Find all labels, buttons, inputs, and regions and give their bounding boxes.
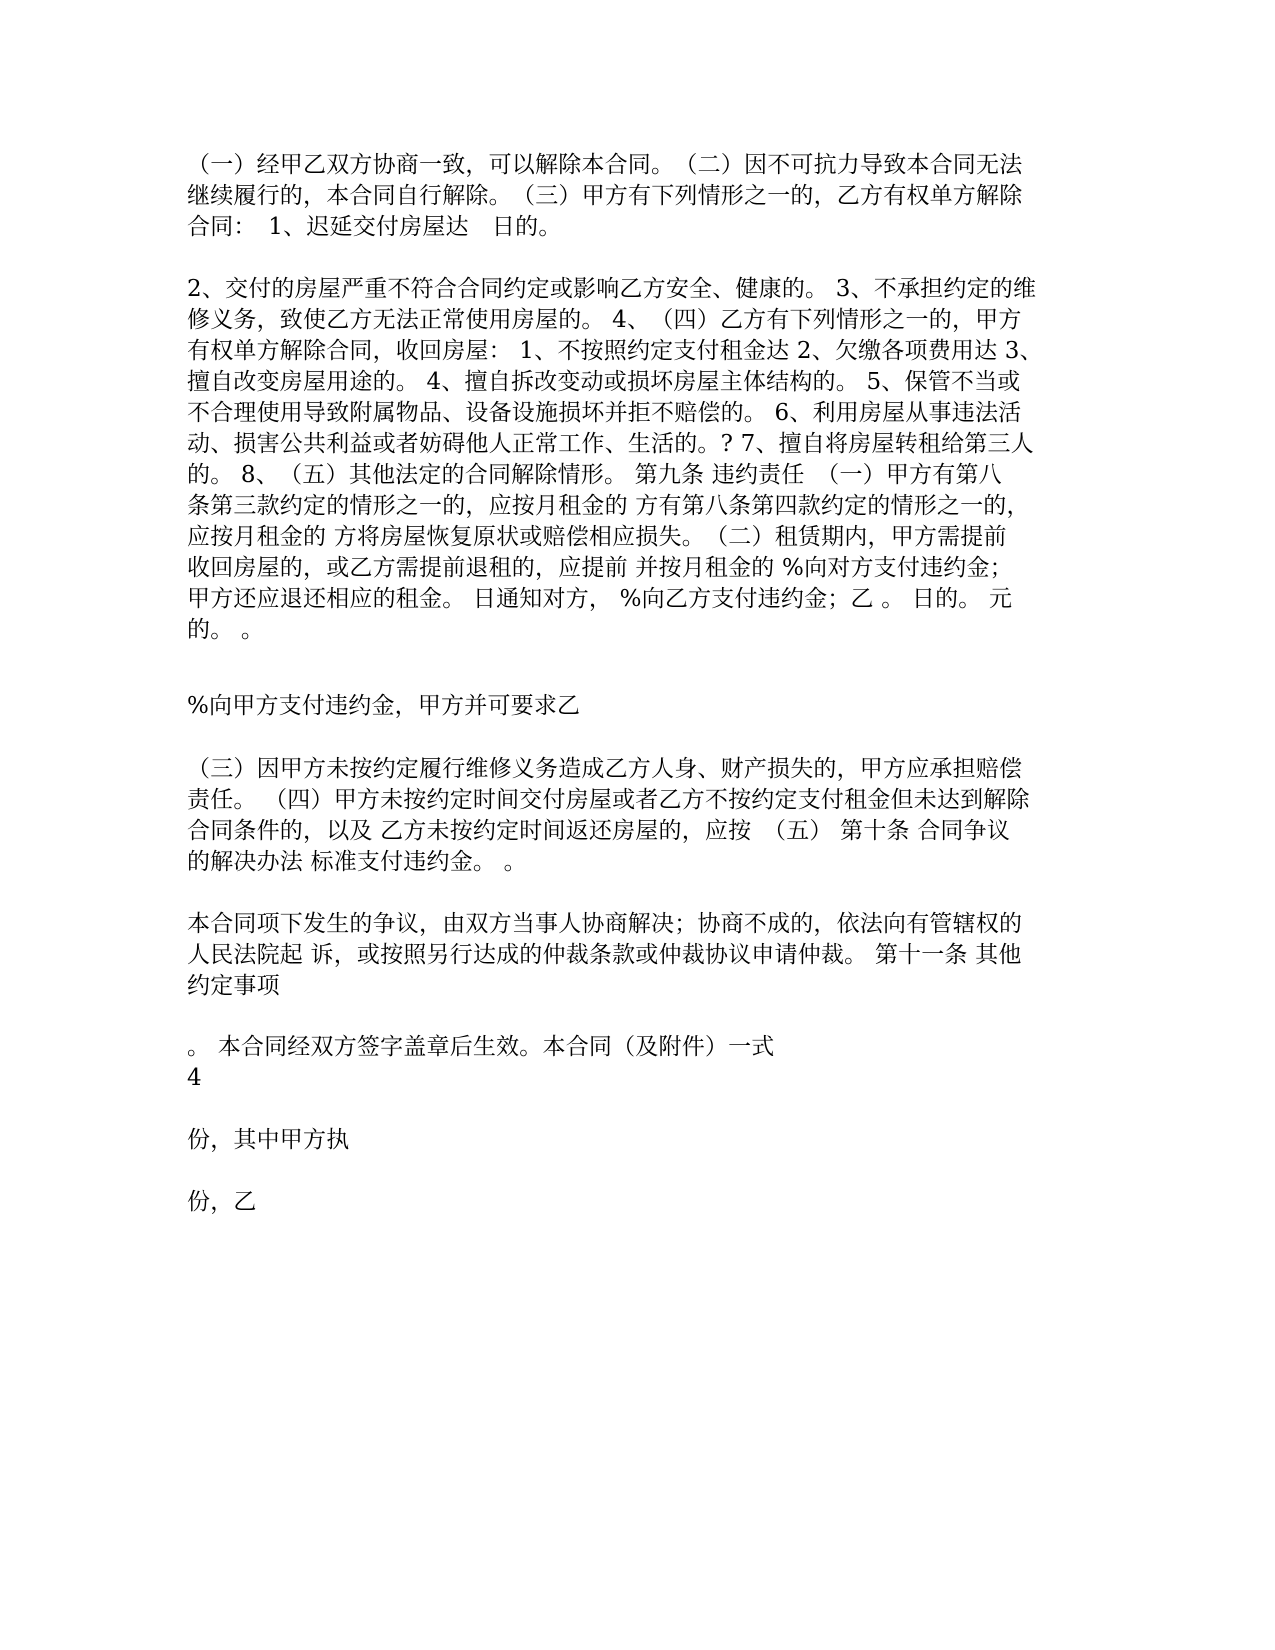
paragraph-effective-clause: 。 本合同经双方签字盖章后生效。本合同（及附件）一式: [187, 1034, 775, 1060]
paragraph-dispute-resolution: 本合同项下发生的争议，由双方当事人协商解决；协商不成的，依法向有管辖权的 人民法院起 诉，或按照另行达成的仲裁条款或仲裁协议申请仲裁。 第十一条 其他 约定事项: [187, 911, 1023, 999]
paragraph-termination-conditions: （一）经甲乙双方协商一致，可以解除本合同。 （二）因不可抗力导致本合同无法 继续履行的，本合同自行解除。 （三）甲方有下列情形之一的，乙方有权单方解除 合同： 1、迟延交付房屋达 日的。: [187, 152, 1023, 240]
paragraph-penalty-fragment: %向甲方支付违约金，甲方并可要求乙: [187, 693, 581, 719]
paragraph-breach-conditions: 2、交付的房屋严重不符合合同约定或影响乙方安全、健康的。 3、不承担约定的维 修义务，致使乙方无法正常使用房屋的。 4、 （四）乙方有下列情形之一的，甲方 有权单方解除合同，收回房屋： 1、不按照约定支付租金达 2、欠缴各项费用达 3、 擅自改变房屋用途的。 4、擅自拆改变动或损坏房屋主体结构的。 5、保管不当或 不合理使用导致附属物品、设备设施损坏并拒不赔偿的。 6、利用房屋从事违法活 动、损害公共利益或者妨碍他人正常工作、生活的。? 7、擅自将房屋转租给第三人 的。 8、 （五）其他法定的合同解除情形。 第九条 违约责任 （一）甲方有第八 条第三款约定的情形之一的，应按月租金的 方有第八条第四款约定的情形之一的， 应按月租金的 方将房屋恢复原状或赔偿相应损失。 （二）租赁期内，甲方需提前 收回房屋的，或乙方需提前退租的，应提前 并按月租金的 %向对方支付违约金； 甲方还应退还相应的租金。 日通知对方， %向乙方支付违约金；乙 。 日的。 元 的。 。: [187, 276, 1043, 643]
paragraph-liability: （三）因甲方未按约定履行维修义务造成乙方人身、财产损失的，甲方应承担赔偿 责任。 （四）甲方未按约定时间交付房屋或者乙方不按约定支付租金但未达到解除 合同条件的，以及 乙方未按约定时间返还房屋的，应按 （五） 第十条 合同争议 的解决办法 标准支付违约金。 。: [187, 756, 1030, 875]
paragraph-party-b-copies: 份，乙: [187, 1189, 257, 1215]
paragraph-copy-count: 4: [187, 1065, 202, 1091]
paragraph-party-a-copies: 份，其中甲方执: [187, 1127, 350, 1153]
